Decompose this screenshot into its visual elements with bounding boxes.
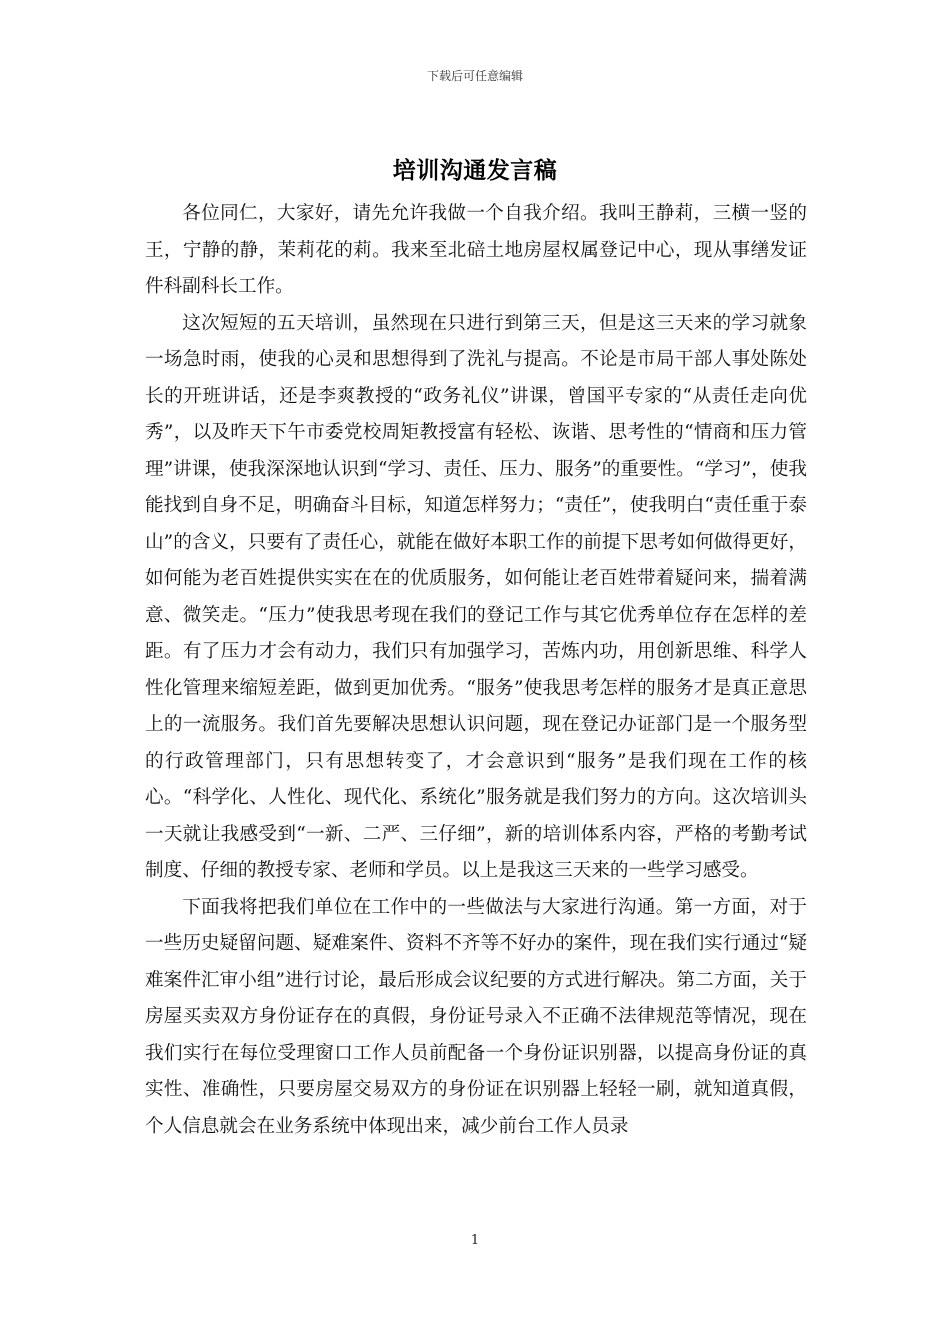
- paragraph-training-reflection: 这次短短的五天培训，虽然现在只进行到第三天，但是这三天来的学习就象一场急时雨，使我的心灵和思想得到了洗礼与提高。不论是市局干部人事处陈处长的开班讲话，还是李爽教授的“政务礼仪”讲课，曾国平专家的“从责任走向优秀”，以及昨天下午市委党校周矩教授富有轻松、诙谐、思考性的“情商和压力管理”讲课，使我深深地认识到“学习、责任、压力、服务”的重要性。“学习”，使我能找到自身不足，明确奋斗目标，知道怎样努力；“责任”，使我明白“责任重于泰山”的含义，只要有了责任心，就能在做好本职工作的前提下思考如何做得更好，如何能为老百姓提供实实在在的优质服务，如何能让老百姓带着疑问来，揣着满意、微笑走。“压力”使我思考现在我们的登记工作与其它优秀单位存在怎样的差距。有了压力才会有动力，我们只有加强学习，苦炼内功，用创新思维、科学人性化管理来缩短差距，做到更加优秀。“服务”使我思考怎样的服务才是真正意思上的一流服务。我们首先要解决思想认识问题，现在登记办证部门是一个服务型的行政管理部门，只有思想转变了，才会意识到“服务”是我们现在工作的核心。“科学化、人性化、现代化、系统化”服务就是我们努力的方向。这次培训头一天就让我感受到“一新、二严、三仔细”，新的培训体系内容，严格的考勤考试制度、仔细的教授专家、老师和学员。以上是我这三天来的一些学习感受。: [145, 312, 807, 881]
- paragraph-introduction: 各位同仁，大家好，请先允许我做一个自我介绍。我叫王静莉，三横一竖的王，宁静的静，茉莉花的莉。我来至北碚土地房屋权属登记中心，现从事缮发证件科副科长工作。: [145, 203, 807, 297]
- document-body: [145, 196, 807, 1145]
- page-header: 下载后可任意编辑: [426, 69, 523, 83]
- page-number: 1: [470, 1233, 480, 1248]
- document-title: 培训沟通发言稿: [392, 157, 558, 184]
- paragraph-work-practices: 下面我将把我们单位在工作中的一些做法与大家进行沟通。第一方面，对于一些历史疑留问题、疑难案件、资料不齐等不好办的案件，现在我们实行通过“疑难案件汇审小组”进行讨论，最后形成会议纪要的方式进行解决。第二方面，关于房屋买卖双方身份证存在的真假，身份证号录入不正确不法律规范等情况，现在我们实行在每位受理窗口工作人员前配备一个身份证识别器，以提高身份证的真实性、准确性，只要房屋交易双方的身份证在识别器上轻轻一刷，就知道真假，个人信息就会在业务系统中体现出来，减少前台工作人员录: [145, 896, 807, 1137]
